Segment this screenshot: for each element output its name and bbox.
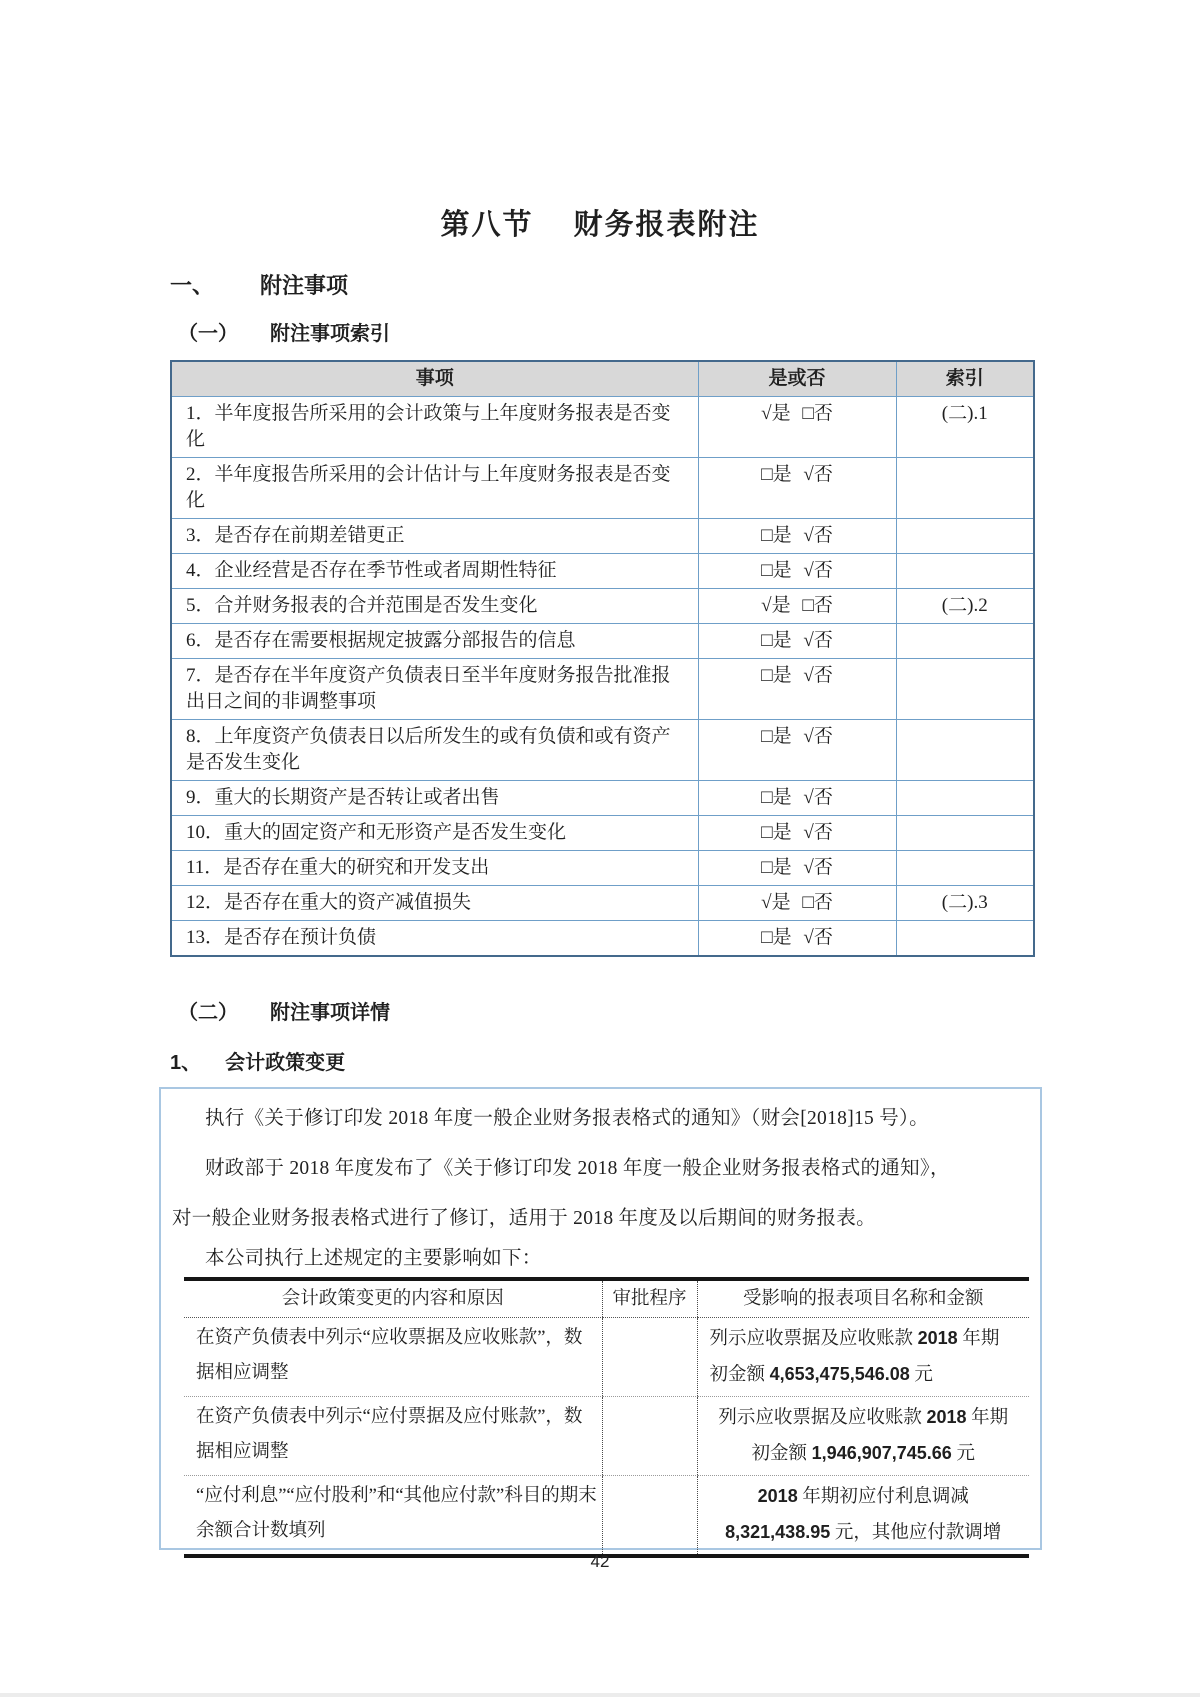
heading-number: （二）	[178, 1002, 238, 1024]
impact-cell: 2018 年期初应付利息调减 8,321,438.95 元，其他应付款调增	[697, 1476, 1029, 1557]
heading-number: 一、	[170, 273, 215, 298]
heading-label: 附注事项	[260, 273, 349, 298]
item-cell: 9．重大的长期资产是否转让或者出售	[171, 781, 698, 816]
table-row	[184, 1318, 1029, 1397]
item-cell: 5．合并财务报表的合并范围是否发生变化	[171, 589, 698, 624]
index-cell	[896, 781, 1034, 816]
policy-paragraph: 本公司执行上述规定的主要影响如下：	[205, 1248, 542, 1269]
table-header-row	[184, 1279, 1029, 1318]
change-content-cell: “应付利息”“应付股利”和“其他应付款”科目的期末余额合计数填列	[196, 1486, 597, 1541]
index-cell	[896, 921, 1034, 957]
heading-label: 附注事项详情	[270, 1002, 390, 1024]
heading-label: 会计政策变更	[225, 1052, 346, 1074]
item-cell: 7．是否存在半年度资产负债表日至半年度财务报告批准报出日之间的非调整事项	[171, 659, 698, 720]
table-row	[171, 886, 1034, 921]
page-number: 42	[590, 1552, 610, 1571]
index-cell	[896, 624, 1034, 659]
table-row	[171, 397, 1034, 458]
answer-cell: √是 □否	[698, 886, 896, 921]
column-header-yesno: 是或否	[698, 361, 896, 397]
page-title-text: 财务报表附注	[573, 209, 760, 241]
table-row	[171, 519, 1034, 554]
heading-notes-detail	[178, 996, 390, 1025]
change-content-cell: 在资产负债表中列示“应收票据及应收账款”，数据相应调整	[184, 1318, 602, 1397]
item-cell: 6．是否存在需要根据规定披露分部报告的信息	[171, 624, 698, 659]
heading-notes-index	[178, 317, 390, 346]
item-cell: 2．半年度报告所采用的会计估计与上年度财务报表是否变化	[171, 458, 698, 519]
index-cell	[896, 659, 1034, 720]
answer-cell: □是 √否	[698, 519, 896, 554]
table-header-row	[171, 361, 1034, 397]
table-row	[171, 554, 1034, 589]
notes-index-table	[170, 360, 1035, 957]
policy-change-table	[184, 1277, 1029, 1558]
answer-cell: √是 □否	[698, 589, 896, 624]
index-cell: (二).2	[896, 589, 1034, 624]
index-cell	[896, 851, 1034, 886]
change-content-cell: 在资产负债表中列示“应付票据及应付账款”，数据相应调整	[184, 1397, 602, 1476]
index-cell	[896, 458, 1034, 519]
answer-cell: □是 √否	[698, 720, 896, 781]
index-cell	[896, 519, 1034, 554]
answer-cell: □是 √否	[698, 816, 896, 851]
policy-paragraph: 执行《关于修订印发 2018 年度一般企业财务报表格式的通知》（财会[2018]15 号）。	[205, 1108, 929, 1129]
column-header-item: 事项	[171, 361, 698, 397]
index-cell: (二).3	[896, 886, 1034, 921]
answer-cell: □是 √否	[698, 781, 896, 816]
page-title	[0, 202, 1200, 243]
answer-cell: □是 √否	[698, 624, 896, 659]
table-row	[171, 921, 1034, 957]
table-row	[184, 1476, 1029, 1557]
policy-paragraph: 对一般企业财务报表格式进行了修订，适用于 2018 年度及以后期间的财务报表。	[172, 1208, 876, 1229]
approval-cell	[602, 1476, 697, 1557]
index-cell	[896, 816, 1034, 851]
item-cell: 11．是否存在重大的研究和开发支出	[171, 851, 698, 886]
item-cell: 12．是否存在重大的资产减值损失	[171, 886, 698, 921]
impact-cell: 列示应收票据及应收账款 2018 年期初金额 1,946,907,745.66 元	[697, 1397, 1029, 1476]
item-cell: 3．是否存在前期差错更正	[171, 519, 698, 554]
heading-label: 附注事项索引	[270, 323, 390, 345]
column-header-index: 索引	[896, 361, 1034, 397]
page-title-section: 第八节	[440, 209, 534, 241]
item-cell: 1．半年度报告所采用的会计政策与上年度财务报表是否变化	[171, 397, 698, 458]
approval-cell	[602, 1318, 697, 1397]
table-row	[171, 720, 1034, 781]
impact-cell: 列示应收票据及应收账款 2018 年期初金额 4,653,475,546.08 元	[697, 1318, 1029, 1397]
index-cell	[896, 554, 1034, 589]
table-row	[184, 1397, 1029, 1476]
item-cell: 4．企业经营是否存在季节性或者周期性特征	[171, 554, 698, 589]
table-row	[171, 624, 1034, 659]
column-header-approval: 审批程序	[602, 1279, 697, 1318]
table-row	[171, 589, 1034, 624]
approval-cell	[602, 1397, 697, 1476]
page-bottom-edge	[0, 1693, 1200, 1697]
policy-paragraph: 财政部于 2018 年度发布了《关于修订印发 2018 年度一般企业财务报表格式的通知》，	[205, 1158, 950, 1179]
heading-accounting-policy-change	[170, 1046, 345, 1075]
table-row	[171, 816, 1034, 851]
heading-notes-items	[170, 269, 348, 300]
index-cell	[896, 720, 1034, 781]
item-cell: 8．上年度资产负债表日以后所发生的或有负债和或有资产是否发生变化	[171, 720, 698, 781]
table-row	[171, 458, 1034, 519]
column-header-change-content: 会计政策变更的内容和原因	[184, 1279, 602, 1318]
answer-cell: □是 √否	[698, 458, 896, 519]
answer-cell: □是 √否	[698, 659, 896, 720]
heading-number: 1、	[170, 1052, 202, 1074]
index-cell: (二).1	[896, 397, 1034, 458]
answer-cell: □是 √否	[698, 554, 896, 589]
item-cell: 10．重大的固定资产和无形资产是否发生变化	[171, 816, 698, 851]
table-row	[171, 851, 1034, 886]
heading-number: （一）	[178, 323, 238, 345]
table-row	[171, 781, 1034, 816]
answer-cell: √是 □否	[698, 397, 896, 458]
item-cell: 13．是否存在预计负债	[171, 921, 698, 957]
answer-cell: □是 √否	[698, 851, 896, 886]
policy-change-box	[159, 1087, 1042, 1550]
table-row	[171, 659, 1034, 720]
answer-cell: □是 √否	[698, 921, 896, 957]
column-header-impact: 受影响的报表项目名称和金额	[697, 1279, 1029, 1318]
